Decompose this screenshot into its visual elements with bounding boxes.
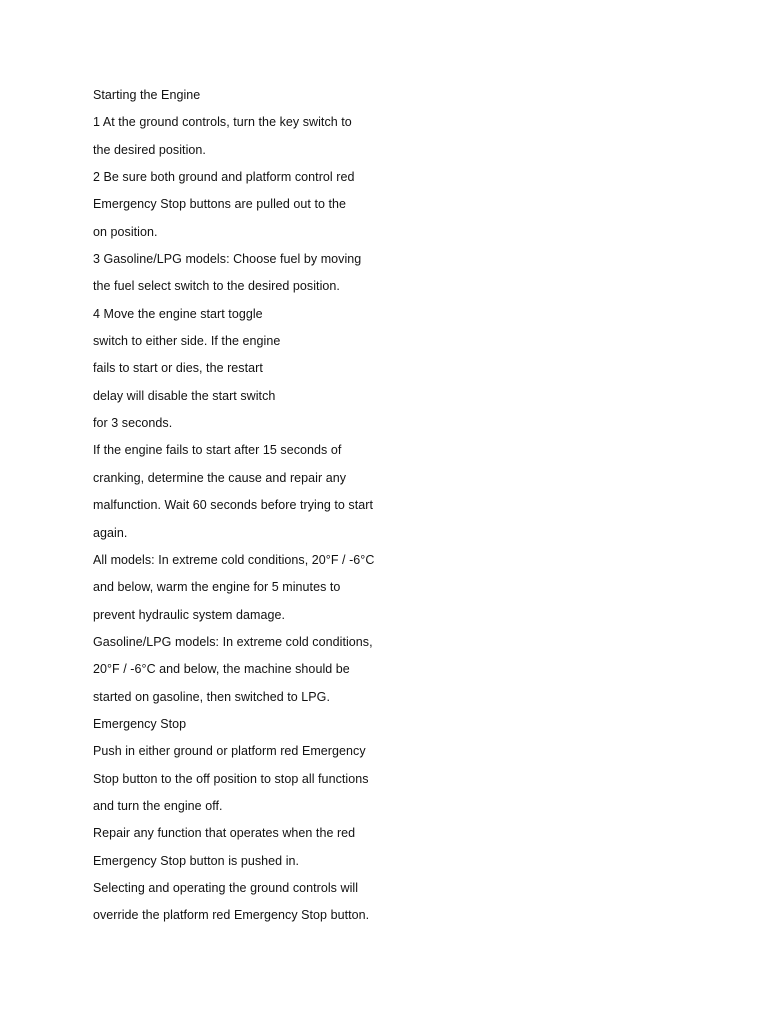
text-line: fails to start or dies, the restart xyxy=(93,361,263,376)
text-line: Gasoline/LPG models: In extreme cold conditions, xyxy=(93,634,373,649)
text-line: and below, warm the engine for 5 minutes to xyxy=(93,580,341,595)
text-line: delay will disable the start switch xyxy=(93,388,276,403)
text-line: malfunction. Wait 60 seconds before trying to start xyxy=(93,498,373,513)
text-line: 20°F / -6°C and below, the machine should be xyxy=(93,662,350,677)
text-line: Push in either ground or platform red Emergency xyxy=(93,744,366,759)
text-line: Selecting and operating the ground controls will xyxy=(93,880,359,895)
section-heading-emergency-stop: Emergency Stop xyxy=(93,716,187,731)
text-line: Emergency Stop buttons are pulled out to the xyxy=(93,197,347,212)
text-line: All models: In extreme cold conditions, 20°F / -6°C xyxy=(93,552,375,567)
text-line: 2 Be sure both ground and platform control red xyxy=(93,170,355,185)
text-line: the desired position. xyxy=(93,142,206,157)
text-line: again. xyxy=(93,525,128,540)
text-line: on position. xyxy=(93,224,158,239)
text-line: Stop button to the off position to stop all functions xyxy=(93,771,369,786)
text-line: If the engine fails to start after 15 seconds of xyxy=(93,443,342,458)
document-body xyxy=(93,85,733,933)
text-line: started on gasoline, then switched to LPG. xyxy=(93,689,330,704)
section-heading-starting-engine: Starting the Engine xyxy=(93,88,201,102)
text-line: Repair any function that operates when the red xyxy=(93,826,356,841)
text-line: cranking, determine the cause and repair any xyxy=(93,470,347,485)
text-line: and turn the engine off. xyxy=(93,798,223,813)
text-line: 1 At the ground controls, turn the key switch to xyxy=(93,115,352,130)
text-line: for 3 seconds. xyxy=(93,416,173,431)
text-line: prevent hydraulic system damage. xyxy=(93,607,285,622)
text-line: 4 Move the engine start toggle xyxy=(93,306,263,321)
text-line: switch to either side. If the engine xyxy=(93,334,281,349)
text-line: Emergency Stop button is pushed in. xyxy=(93,853,300,868)
text-line: the fuel select switch to the desired position. xyxy=(93,279,340,294)
text-line: override the platform red Emergency Stop button. xyxy=(93,908,370,923)
text-line: 3 Gasoline/LPG models: Choose fuel by moving xyxy=(93,252,362,267)
